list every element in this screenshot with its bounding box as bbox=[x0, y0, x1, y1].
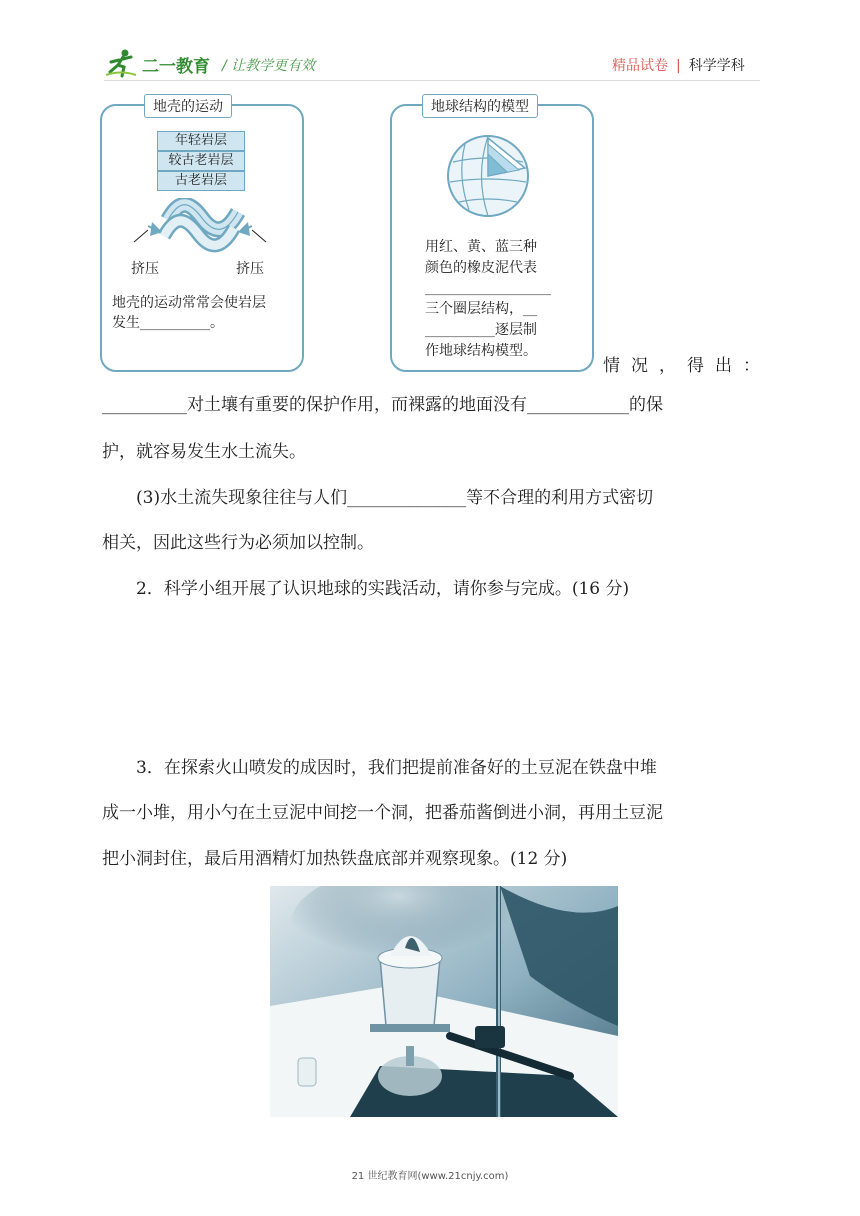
squeeze-label-left: 挤压 bbox=[131, 261, 159, 277]
header-separator: | bbox=[676, 58, 681, 74]
paragraph-line-a: __________对土壤有重要的保护作用，而裸露的地面没有____________的保 bbox=[102, 395, 663, 415]
question-3-line1: 3．在探索火山喷发的成因时，我们把提前准备好的土豆泥在铁盘中堆 bbox=[136, 758, 657, 778]
rock-layer-older: 较古老岩层 bbox=[157, 151, 245, 171]
crust-caption-line2: 发生__________。 bbox=[112, 315, 224, 331]
crust-caption-line1: 地壳的运动常常会使岩层 bbox=[112, 295, 266, 311]
runner-logo-icon bbox=[104, 48, 138, 78]
crust-box-title: 地壳的运动 bbox=[144, 94, 232, 118]
brand-name: 二一教育 bbox=[142, 57, 210, 77]
rock-layer-oldest: 古老岩层 bbox=[157, 171, 245, 191]
rock-layer-young: 年轻岩层 bbox=[157, 131, 245, 151]
paragraph-line-c: (3)水土流失现象往往与人们______________等不合理的利用方式密切 bbox=[136, 488, 654, 508]
footer-source: 21 世纪教育网(www.21cnjy.com) bbox=[351, 1171, 509, 1182]
paragraph-line-d: 相关，因此这些行为必须加以控制。 bbox=[102, 533, 374, 553]
earth-box-title: 地球结构的模型 bbox=[422, 94, 538, 118]
earth-text-line2: 颜色的橡皮泥代表 bbox=[425, 260, 537, 276]
brand-slogan: / 让教学更有效 bbox=[222, 58, 316, 74]
folded-strata-illustration bbox=[130, 198, 270, 264]
squeeze-label-right: 挤压 bbox=[236, 261, 264, 277]
question-2: 2．科学小组开展了认识地球的实践活动，请你参与完成。(16 分) bbox=[136, 579, 630, 599]
header-divider bbox=[104, 80, 760, 81]
earth-text-line1: 用红、黄、蓝三种 bbox=[425, 239, 537, 255]
earth-text-line3: __________________ bbox=[425, 280, 551, 296]
earth-layers-globe-icon bbox=[445, 132, 531, 224]
earth-text-line4: 三个圈层结构，__ bbox=[425, 301, 537, 317]
question-3-line2: 成一小堆，用小勺在土豆泥中间挖一个洞，把番茄酱倒进小洞，再用土豆泥 bbox=[102, 803, 663, 823]
header-label-subject: 科学学科 bbox=[688, 58, 745, 74]
volcano-experiment-photo bbox=[270, 886, 618, 1117]
earth-text-line6: 作地球结构模型。 bbox=[425, 343, 537, 359]
header-label-premium: 精品试卷 bbox=[612, 58, 668, 74]
header-subject bbox=[612, 55, 745, 75]
earth-text-line5: __________逐层制 bbox=[425, 322, 537, 338]
inline-tail-text: 情 况 ， 得 出 ： bbox=[603, 356, 760, 376]
paragraph-line-b: 护，就容易发生水土流失。 bbox=[102, 442, 306, 462]
question-3-line3: 把小洞封住，最后用酒精灯加热铁盘底部并观察现象。(12 分) bbox=[102, 849, 568, 869]
